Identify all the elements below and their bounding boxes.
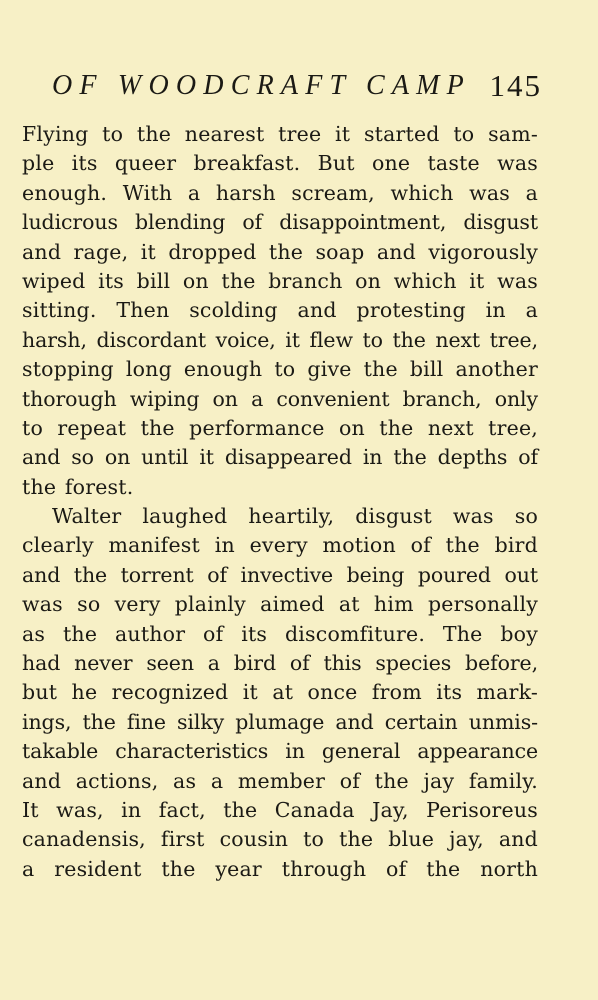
page-number: 145 <box>489 68 542 103</box>
text-line: and so on until it disappeared in the depths of <box>22 445 538 470</box>
text-line: ludicrous blending of disappointment, disgust <box>22 210 538 235</box>
text-line: canadensis, first cousin to the blue jay, and <box>22 827 538 852</box>
running-title: OF WOODCRAFT CAMP <box>52 70 471 101</box>
text-line: and rage, it dropped the soap and vigorously <box>22 239 538 264</box>
text-line: but he recognized it at once from its mark- <box>22 680 538 705</box>
paragraph-2 <box>22 502 538 884</box>
text-line: thorough wiping on a convenient branch, only <box>22 386 538 411</box>
text-line: wiped its bill on the branch on which it was <box>22 268 538 293</box>
text-line: clearly manifest in every motion of the bird <box>22 533 538 558</box>
text-line: and actions, as a member of the jay family. <box>22 768 538 793</box>
body-text <box>22 120 538 884</box>
text-line: harsh, discordant voice, it flew to the next tree, <box>22 327 538 352</box>
text-line: ings, the fine silky plumage and certain unmis- <box>22 709 538 734</box>
text-line: Walter laughed heartily, disgust was so <box>52 504 538 529</box>
text-line: It was, in fact, the Canada Jay, Perisoreus <box>22 797 538 822</box>
running-head <box>38 66 542 110</box>
text-line: had never seen a bird of this species before, <box>22 651 538 676</box>
text-line: Flying to the nearest tree it started to sam- <box>22 122 538 146</box>
text-line: a resident the year through of the north <box>22 856 538 881</box>
paragraph-1 <box>22 120 538 502</box>
text-line: sitting. Then scolding and protesting in a <box>22 298 538 323</box>
text-line: as the author of its discomfiture. The boy <box>22 621 538 646</box>
text-line: ple its queer breakfast. But one taste was <box>22 151 538 176</box>
text-line: and the torrent of invective being poured out <box>22 562 538 587</box>
text-line: stopping long enough to give the bill another <box>22 357 538 382</box>
text-line: takable characteristics in general appearance <box>22 739 538 764</box>
text-line: to repeat the performance on the next tree, <box>22 415 538 440</box>
text-line: was so very plainly aimed at him personally <box>22 592 538 617</box>
text-line: the forest. <box>22 474 134 499</box>
text-line: enough. With a harsh scream, which was a <box>22 180 538 205</box>
